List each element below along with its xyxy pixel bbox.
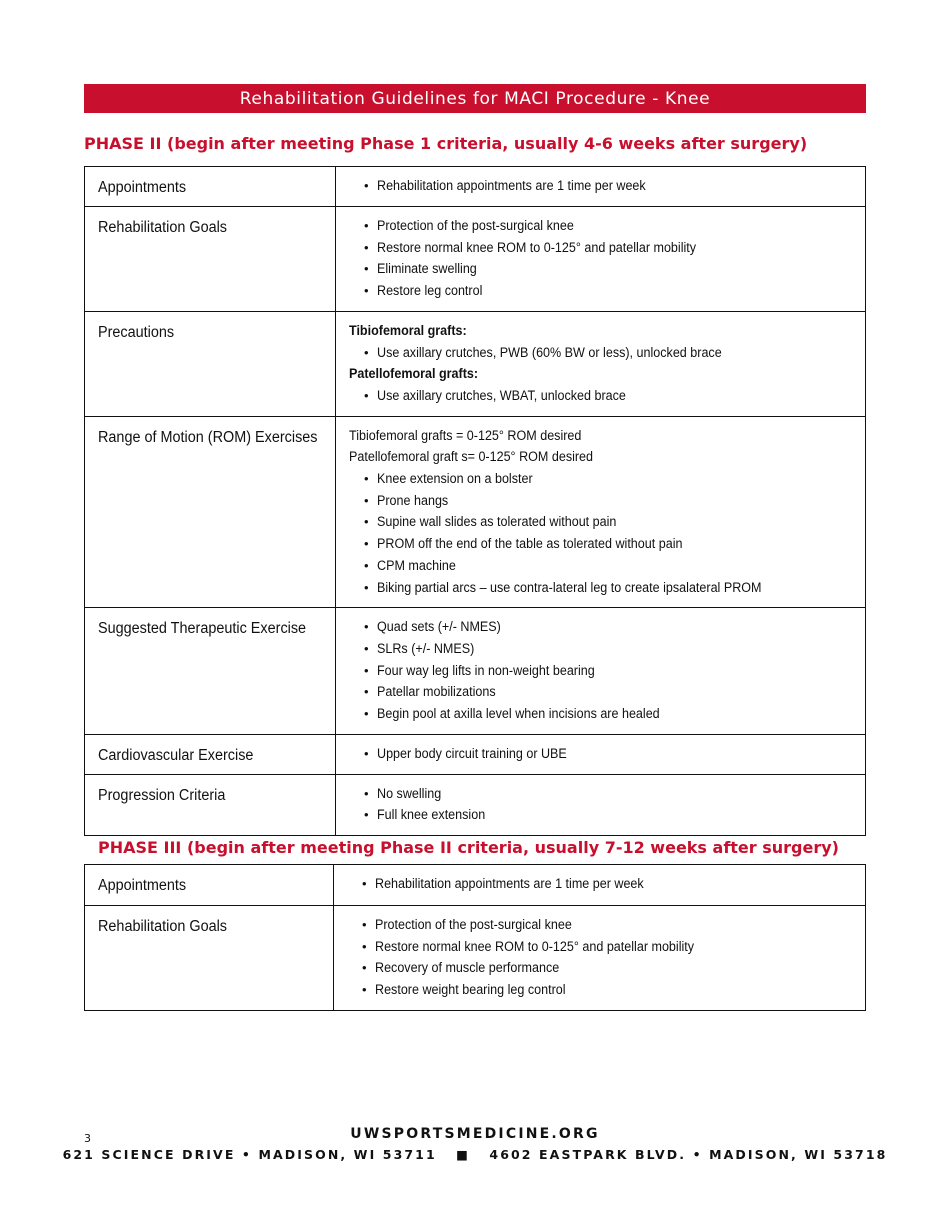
row-content xyxy=(336,774,866,835)
row-content xyxy=(334,906,866,1011)
row-label: Precautions xyxy=(85,311,336,416)
address-eastpark: 4602 EASTPARK BLVD. • MADISON, WI 53718 xyxy=(489,1147,888,1162)
bullet-item: • Eliminate swelling xyxy=(349,258,855,280)
table-row xyxy=(85,865,866,906)
bullet-list xyxy=(349,783,855,826)
bullet-list xyxy=(349,175,855,197)
bullet-item: • No swelling xyxy=(349,783,855,805)
phase-2-table xyxy=(84,166,866,836)
bullet-item: • Restore leg control xyxy=(349,280,855,302)
bullet-item: • Knee extension on a bolster xyxy=(349,468,855,490)
address-science-drive: 621 SCIENCE DRIVE • MADISON, WI 53711 xyxy=(62,1147,437,1162)
bullet-item: • Full knee extension xyxy=(349,804,855,826)
row-label: Suggested Therapeutic Exercise xyxy=(85,608,336,735)
row-label: Rehabilitation Goals xyxy=(85,906,334,1011)
bullet-item: • Restore normal knee ROM to 0-125° and patellar mobility xyxy=(349,237,855,259)
bullet-item: • Quad sets (+/- NMES) xyxy=(349,616,855,638)
row-content xyxy=(336,311,866,416)
bullet-list xyxy=(347,914,855,1001)
bullet-list xyxy=(349,616,855,725)
table-row xyxy=(85,416,866,608)
row-content xyxy=(336,416,866,608)
row-label: Range of Motion (ROM) Exercises xyxy=(85,416,336,608)
row-label: Progression Criteria xyxy=(85,774,336,835)
bullet-item: • Supine wall slides as tolerated without pain xyxy=(349,511,855,533)
row-content xyxy=(336,734,866,774)
bullet-list xyxy=(349,743,855,765)
bullet-item: • Upper body circuit training or UBE xyxy=(349,743,855,765)
row-label: Appointments xyxy=(85,865,334,906)
bullet-item: • Prone hangs xyxy=(349,490,855,512)
row-content xyxy=(336,167,866,207)
document-banner xyxy=(84,84,866,113)
bullet-item: • Restore normal knee ROM to 0-125° and patellar mobility xyxy=(347,936,855,958)
row-content xyxy=(336,608,866,735)
row-content xyxy=(334,865,866,906)
phase-3-table xyxy=(84,864,866,1011)
bullet-item: • Recovery of muscle performance xyxy=(347,957,855,979)
bullet-item: • Protection of the post-surgical knee xyxy=(349,215,855,237)
table-row xyxy=(85,608,866,735)
table-row xyxy=(85,906,866,1011)
bullet-item: • Four way leg lifts in non-weight bearing xyxy=(349,660,855,682)
row-label: Cardiovascular Exercise xyxy=(85,734,336,774)
row-label: Rehabilitation Goals xyxy=(85,207,336,312)
bullet-list xyxy=(347,873,855,895)
tibiofemoral-heading: Tibiofemoral grafts: xyxy=(349,322,467,338)
bullet-item: • Rehabilitation appointments are 1 time per week xyxy=(347,873,855,895)
separator-square: ■ xyxy=(456,1147,471,1162)
rom-patellofemoral-line: Patellofemoral graft s= 0-125° ROM desired xyxy=(349,449,594,465)
table-row xyxy=(85,167,866,207)
bullet-list xyxy=(349,215,855,302)
bullet-item: • SLRs (+/- NMES) xyxy=(349,638,855,660)
bullet-item: • Begin pool at axilla level when incisions are healed xyxy=(349,703,855,725)
row-label: Appointments xyxy=(85,167,336,207)
phase-2-heading: PHASE II (begin after meeting Phase 1 criteria, usually 4-6 weeks after surgery) xyxy=(84,134,808,153)
table-row xyxy=(85,774,866,835)
table-row xyxy=(85,734,866,774)
bullet-item: • CPM machine xyxy=(349,555,855,577)
bullet-item: • Biking partial arcs – use contra-lateral leg to create ipsalateral PROM xyxy=(349,577,855,599)
phase-3-heading: PHASE III (begin after meeting Phase II criteria, usually 7-12 weeks after surgery) xyxy=(98,838,839,857)
bullet-item: • Protection of the post-surgical knee xyxy=(347,914,855,936)
footer-addresses xyxy=(0,1147,950,1162)
bullet-item: • Rehabilitation appointments are 1 time per week xyxy=(349,175,855,197)
bullet-item: • Use axillary crutches, WBAT, unlocked brace xyxy=(349,385,855,407)
row-content xyxy=(336,207,866,312)
bullet-list xyxy=(349,385,855,407)
bullet-item: • PROM off the end of the table as tolerated without pain xyxy=(349,533,855,555)
website-url: UWSPORTSMEDICINE.ORG xyxy=(350,1126,600,1142)
table-row xyxy=(85,311,866,416)
bullet-item: • Use axillary crutches, PWB (60% BW or less), unlocked brace xyxy=(349,342,855,364)
patellofemoral-heading: Patellofemoral grafts: xyxy=(349,366,479,382)
bullet-item: • Restore weight bearing leg control xyxy=(347,979,855,1001)
bullet-item: • Patellar mobilizations xyxy=(349,681,855,703)
banner-title: Rehabilitation Guidelines for MACI Procedure - Knee xyxy=(239,88,711,109)
table-row xyxy=(85,207,866,312)
bullet-list xyxy=(349,468,855,598)
page-number: 3 xyxy=(84,1132,91,1145)
bullet-list xyxy=(349,342,855,364)
rom-tibiofemoral-line: Tibiofemoral grafts = 0-125° ROM desired xyxy=(349,427,582,443)
